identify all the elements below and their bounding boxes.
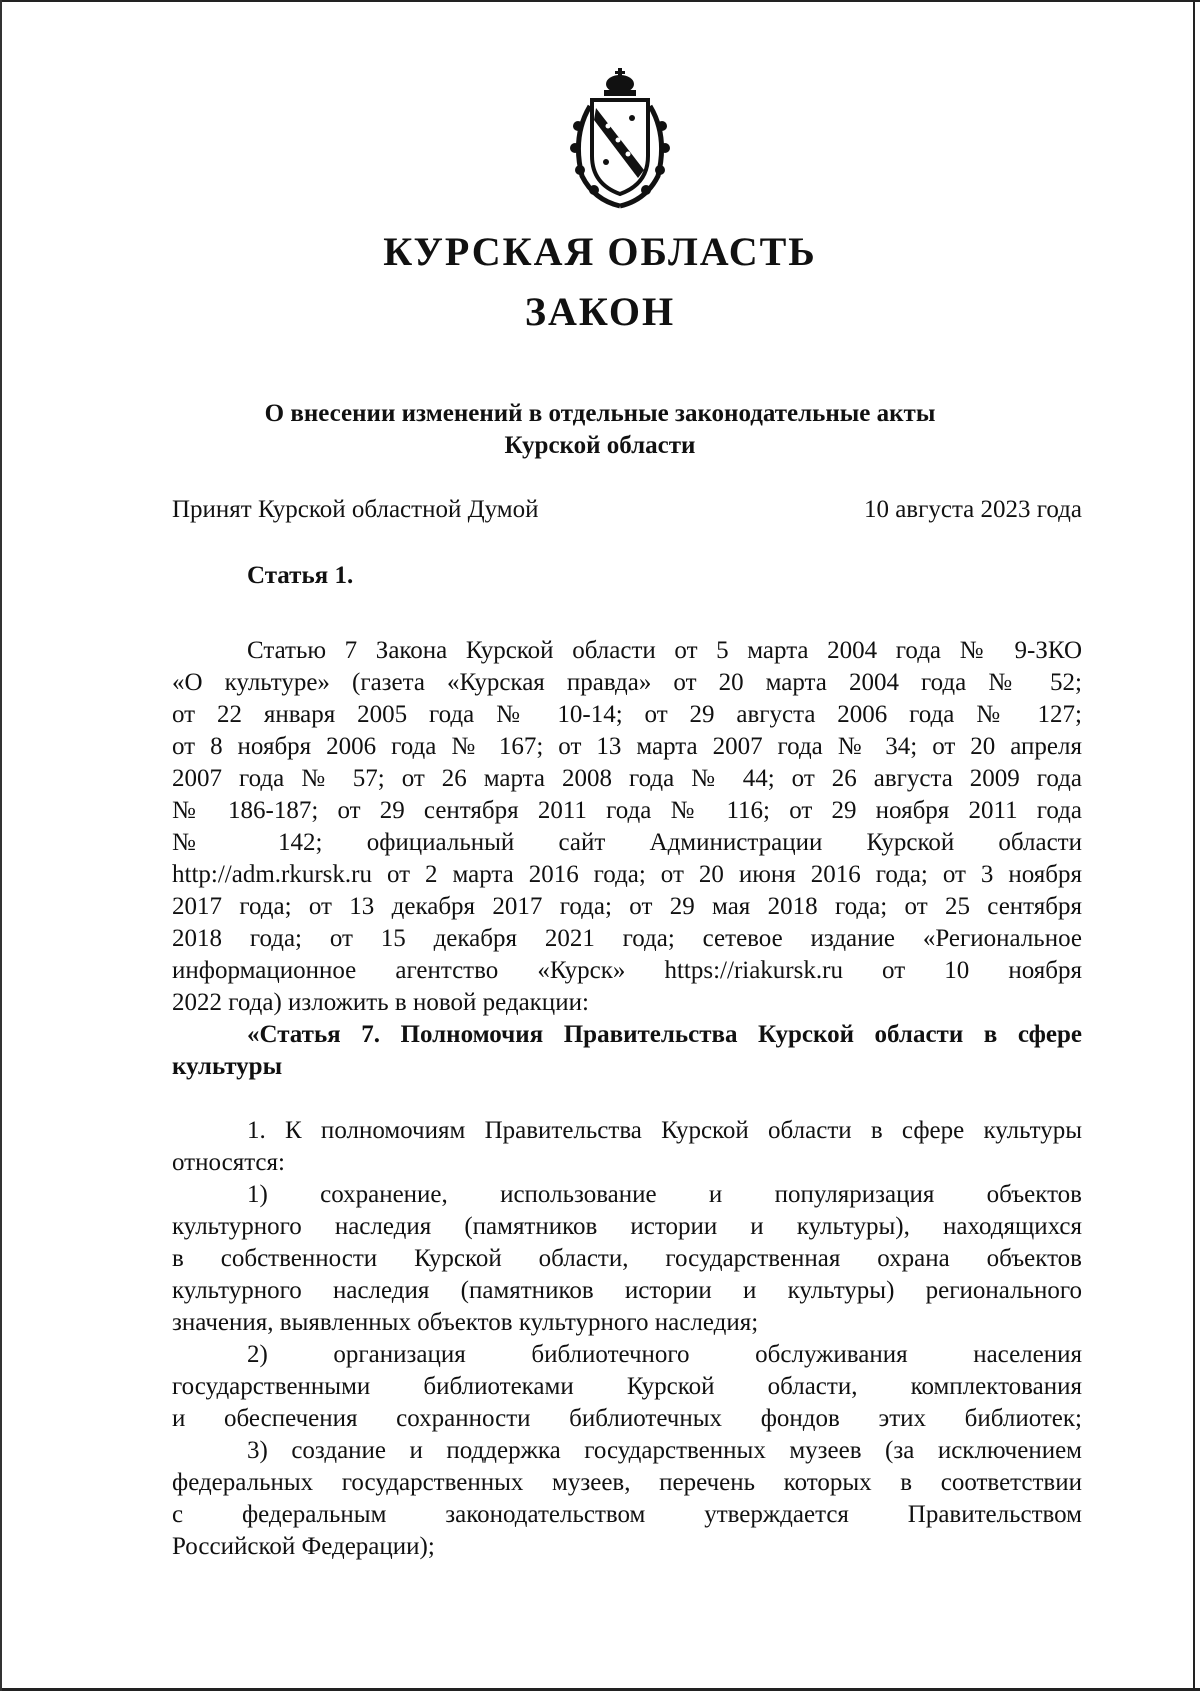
region-title: КУРСКАЯ ОБЛАСТЬ [383,229,817,274]
document-type-title: ЗАКОН [524,289,676,334]
body-text-line: 2) организация библиотечного обслуживания населения [247,1341,1082,1368]
body-text-line: значения, выявленных объектов культурного наследия; [172,1309,759,1336]
body-text-line: федеральных государственных музеев, перечень которых в соответствии [172,1469,1082,1496]
kursk-coat-of-arms-icon [560,66,680,210]
body-text-line: 2018 года; от 15 декабря 2021 года; сетевое издание «Региональное [172,925,1082,952]
body-text-line: «О культуре» (газета «Курская правда» от 20 марта 2004 года № 52; [172,669,1082,696]
body-text-line: http://adm.rkursk.ru от 2 марта 2016 года; от 20 июня 2016 года; от 3 ноября [172,861,1082,888]
body-text-line: от 22 января 2005 года № 10-14; от 29 августа 2006 года № 127; [172,701,1082,728]
body-text-line: с федеральным законодательством утверждается Правительством [172,1501,1082,1528]
body-text-line: 2007 года № 57; от 26 марта 2008 года № 44; от 26 августа 2009 года [172,765,1082,792]
subtitle-line: О внесении изменений в отдельные законодательные акты [264,400,936,427]
adopted-by: Принят Курской областной Думой [172,496,539,523]
body-text-line: информационное агентство «Курск» https://riakursk.ru от 10 ноября [172,957,1082,984]
body-text-line: Российской Федерации); [172,1533,435,1560]
body-text-line: Статью 7 Закона Курской области от 5 марта 2004 года № 9-ЗКО [247,637,1082,664]
subtitle-line: Курской области [504,432,696,459]
body-text-line: 3) создание и поддержка государственных музеев (за исключением [247,1437,1082,1464]
body-text-line: в собственности Курской области, государственная охрана объектов [172,1245,1082,1272]
body-text-line: государственными библиотеками Курской области, комплектования [172,1373,1082,1400]
body-text-line: № 142; официальный сайт Администрации Курской области [172,829,1082,856]
body-text-line: культурного наследия (памятников истории и культуры) регионального [172,1277,1082,1304]
body-text-line: «Статья 7. Полномочия Правительства Курской области в сфере [247,1021,1082,1048]
body-text-line: 2022 года) изложить в новой редакции: [172,989,589,1016]
body-text-line: 2017 года; от 13 декабря 2017 года; от 29 мая 2018 года; от 25 сентября [172,893,1082,920]
body-text-line: культурного наследия (памятников истории и культуры), находящихся [172,1213,1082,1240]
body-text-line: и обеспечения сохранности библиотечных фондов этих библиотек; [172,1405,1082,1432]
body-text-line: № 186-187; от 29 сентября 2011 года № 116; от 29 ноября 2011 года [172,797,1082,824]
law-subtitle [200,398,1000,462]
paragraph-gap [172,1083,1082,1115]
body-text-line: культуры [172,1053,283,1080]
scan-border-top [0,0,1200,2]
adoption-line [172,496,1082,524]
body-text-line: от 8 ноября 2006 года № 167; от 13 марта 2007 года № 34; от 20 апреля [172,733,1082,760]
law-body-text [172,635,1082,1563]
adoption-date: 10 августа 2023 года [863,496,1082,523]
article-heading: Статья 1. [247,562,354,589]
body-text-line: 1) сохранение, использование и популяризация объектов [247,1181,1082,1208]
body-text-line: относятся: [172,1149,285,1176]
body-text-line: 1. К полномочиям Правительства Курской области в сфере культуры [247,1117,1082,1144]
